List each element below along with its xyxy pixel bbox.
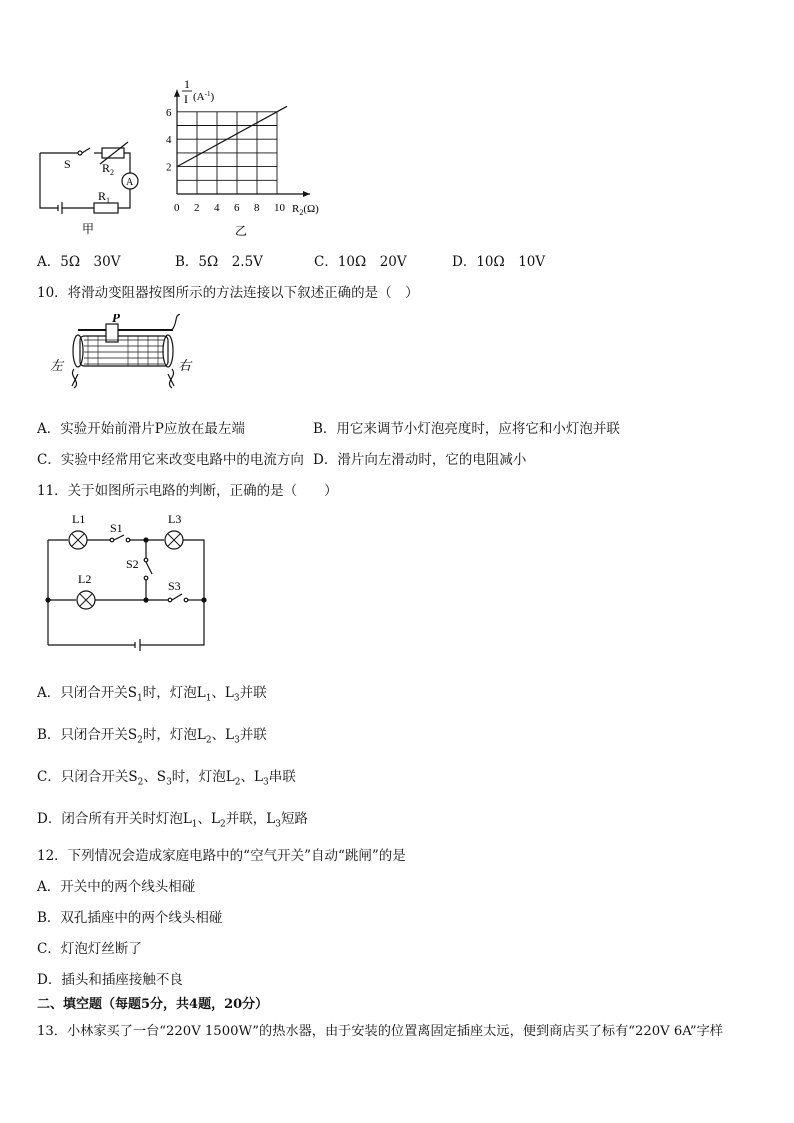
slider <box>106 324 118 342</box>
y-tick-label: 4 <box>166 134 172 147</box>
left-label: 左 <box>50 358 64 373</box>
q11-option-d: D．闭合所有开关时灯泡$L_1$、$L_2$并联，$L_3$短路 <box>37 811 308 830</box>
circuit-caption: 甲 <box>82 222 95 236</box>
x-tick-label: 2 <box>194 202 200 214</box>
x-tick-label: 8 <box>254 202 260 214</box>
slider-label-p: P <box>112 314 120 325</box>
q9-option-b: B．5Ω 2.5V <box>175 254 263 270</box>
q11-circuit-figure <box>44 510 214 655</box>
q10-option-a: A．实验开始前滑片P应放在最左端 <box>37 421 245 437</box>
q10-stem: 10．将滑动变阻器按图所示的方法连接以下叙述正确的是（ ） <box>37 285 419 301</box>
q9-circuit <box>40 142 138 214</box>
q9-figure <box>30 78 350 243</box>
y-axis-label-den: I <box>184 92 188 106</box>
series-line <box>177 106 287 166</box>
r1-label: $R_1$ <box>98 189 111 205</box>
y-axis-unit: $(A^{-1})$ <box>193 90 215 103</box>
x-axis-arrow <box>303 191 310 197</box>
q12-option-c: C．灯泡灯丝断了 <box>37 941 142 957</box>
rheostat-body <box>80 336 168 366</box>
q10-option-b: B．用它来调节小灯泡亮度时，应将它和小灯泡并联 <box>313 421 620 437</box>
x-tick-label: 10 <box>274 202 285 214</box>
r2-label: $R_2$ <box>102 161 115 177</box>
ammeter-label: A <box>126 177 134 188</box>
q9-option-d: D．10Ω 10V <box>452 254 546 270</box>
q9-graph <box>166 90 310 214</box>
q11-option-c: C．只闭合开关$S_2$、$S_3$时，灯泡$L_2$、$L_3$串联 <box>37 769 296 788</box>
q9-option-a: A．5Ω 30V <box>37 254 121 270</box>
l3-label: L3 <box>168 512 182 526</box>
q11-option-b: B．只闭合开关$S_2$时，灯泡$L_2$、$L_3$并联 <box>37 727 267 746</box>
x-tick-label: 6 <box>234 202 240 214</box>
q12-stem: 12．下列情况会造成家庭电路中的“空气开关”自动“跳闸”的是 <box>37 848 406 864</box>
y-axis-label-num: 1 <box>184 78 190 91</box>
l2-label: L2 <box>78 572 92 586</box>
y-axis-arrow <box>174 90 180 97</box>
x-tick-label: 0 <box>174 202 180 214</box>
q12-option-a: A．开关中的两个线头相碰 <box>37 879 196 895</box>
q13-stem: 13．小林家买了一台“220V 1500W”的热水器，由于安装的位置离固定插座太远，便到商店买了标有“220V 6A”字样 <box>37 1024 723 1039</box>
q12-option-b: B．双孔插座中的两个线头相碰 <box>37 910 223 926</box>
s3-label: S3 <box>168 579 181 593</box>
y-tick-label: 2 <box>166 161 172 174</box>
q11-option-a: A．只闭合开关$S_1$时，灯泡$L_1$、$L_3$并联 <box>37 685 267 704</box>
s2-label: S2 <box>126 557 139 571</box>
q9-option-c: C．10Ω 20V <box>314 254 407 270</box>
q10-rheostat-figure <box>48 314 198 394</box>
q11-stem: 11．关于如图所示电路的判断，正确的是（ ） <box>37 483 338 499</box>
graph-caption: 乙 <box>235 224 248 238</box>
section-title: 二、填空题（每题5分，共4题，20分） <box>37 997 269 1012</box>
q10-option-d: D．滑片向左滑动时，它的电阻减小 <box>313 452 527 468</box>
x-tick-label: 4 <box>214 202 220 214</box>
y-tick-label: 6 <box>166 106 172 119</box>
right-label: 右 <box>178 358 192 373</box>
x-axis-label: $R_2(\Omega)$ <box>292 203 319 217</box>
l1-label: L1 <box>72 512 86 526</box>
s1-label: S1 <box>110 521 123 535</box>
q12-option-d: D．插头和插座接触不良 <box>37 972 183 988</box>
switch-label: S <box>64 157 71 171</box>
rheostat-r2 <box>102 148 124 158</box>
q10-option-c: C．实验中经常用它来改变电路中的电流方向 <box>37 452 304 468</box>
